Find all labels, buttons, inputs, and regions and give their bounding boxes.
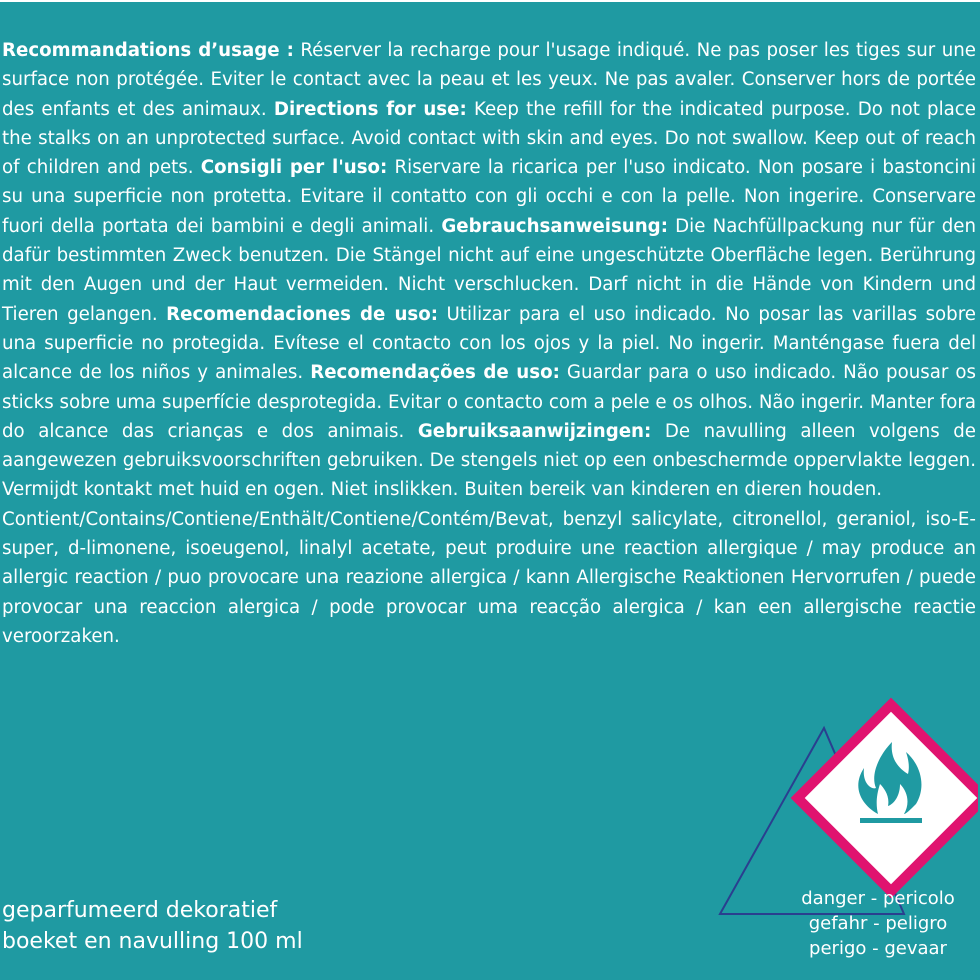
- product-line-1: geparfumeerd dekoratief: [2, 898, 278, 923]
- usage-text-de: Die Nachfüllpackung nur für den dafür bestimmten Zweck benutzen. Die Stängel nicht auf eine ungeschützte Oberfläche legen. Berührung mit den Augen und der Haut vermeiden. Nicht verschlucken. Darf nicht in die Hände von Kindern und Tieren gelangen.: [2, 215, 977, 325]
- usage-heading-en: Directions for use:: [273, 98, 467, 120]
- hazard-line-2: gefahr - peligro: [808, 913, 948, 934]
- usage-heading-nl: Gebruiksaanwijzingen:: [417, 420, 652, 442]
- usage-text-en: Keep the refill for the indicated purpose. Do not place the stalks on an unprotected surface. Avoid contact with skin and eyes. Do not swallow. Keep out of reach of children and pets.: [2, 98, 976, 179]
- product-description: [2, 895, 303, 957]
- hazard-line-3: perigo - gevaar: [809, 938, 947, 959]
- hazard-warnings: [780, 886, 976, 961]
- usage-heading-it: Consigli per l'uso:: [200, 157, 388, 179]
- ingredients-text: Contient/Contains/Contiene/Enthält/Contiene/Contém/Bevat, benzyl salicylate, citronellol, geraniol, iso-E-super, d-limonene, isoeugenol, linalyl acetate, peut produire une reaction allergique / may produce an allergic reaction / puo provocare una reazione allergica / kann Allergische Reaktionen Hervorrufen / puede provocar una reaccion alergica / pode provocar uma reacção alergica / kan een allergische reactie veroorzaken.: [2, 508, 976, 647]
- product-line-2: boeket en navulling 100 ml: [2, 929, 303, 954]
- usage-text-nl: De navulling alleen volgens de aangewezen gebruiksvoorschriften gebruiken. De stengels niet op een onbeschermde oppervlakte leggen. Vermijdt kontakt met huid en ogen. Niet inslikken. Buiten bereik van kinderen en dieren houden.: [2, 420, 976, 501]
- usage-heading-fr: Recommandations d’usage :: [2, 40, 294, 61]
- usage-text-es: Utilizar para el uso indicado. No posar las varillas sobre una superficie no protegida. Evítese el contacto con los ojos y la piel. No ingerir. Manténgase fuera del alcance de los niños y animales.: [2, 303, 976, 384]
- usage-text-it: Riservare la ricarica per l'uso indicato. Non posare i bastoncini su una superficie non protetta. Evitare il contatto con gli occhi e con la pelle. Non ingerire. Conservare fuori della portata dei bambini e degli animali.: [2, 157, 977, 237]
- usage-heading-de: Gebrauchsanweisung:: [441, 215, 668, 237]
- hazard-diamond: [798, 705, 978, 892]
- usage-instructions: [2, 36, 976, 651]
- usage-text-pt: Guardar para o uso indicado. Não pousar os sticks sobre uma superfície desprotegida. Evitar o contacto com a pele e os olhos. Não ingerir. Manter fora do alcance das crianças e dos animais.: [2, 362, 976, 442]
- usage-text-fr: Réserver la recharge pour l'usage indiqué. Ne pas poser les tiges sur une surface non protégée. Eviter le contact avec la peau et les yeux. Ne pas avaler. Conserver hors de portée des enfants et des animaux.: [2, 40, 976, 120]
- usage-heading-es: Recomendaciones de uso:: [166, 303, 438, 325]
- hazard-line-1: danger - pericolo: [801, 888, 955, 909]
- usage-heading-pt: Recomendações de uso:: [310, 362, 560, 384]
